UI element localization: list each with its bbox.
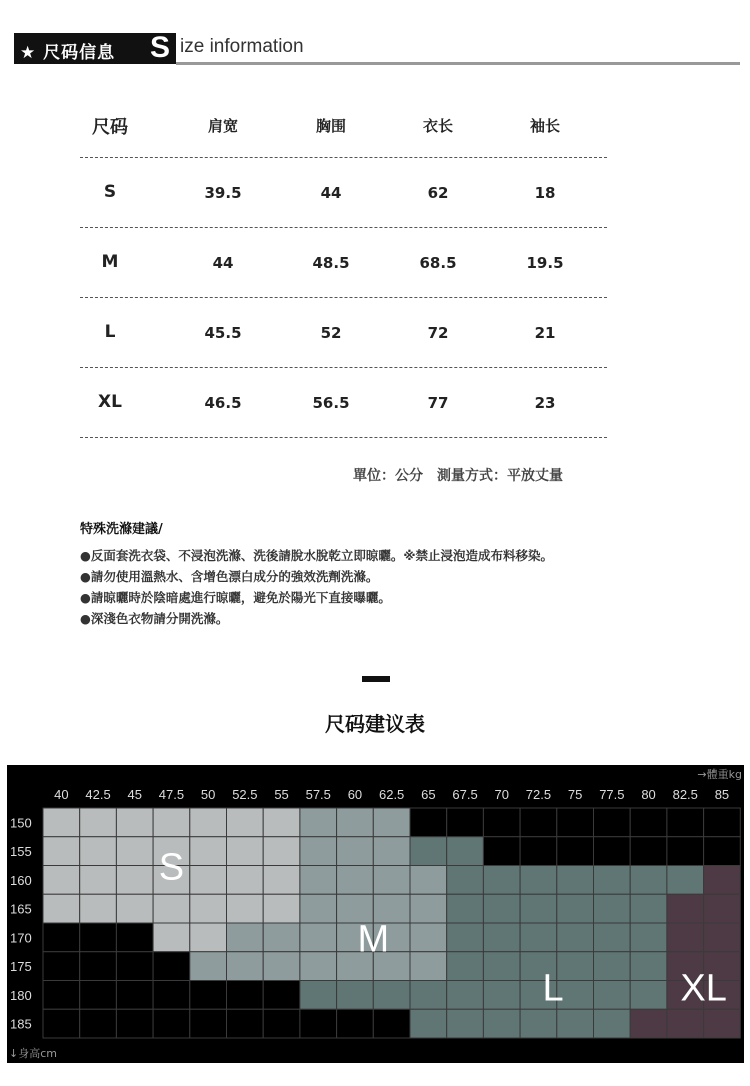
heatmap-cell: [667, 894, 704, 923]
table-cell: XL: [98, 392, 122, 412]
heatmap-cell: [263, 894, 300, 923]
heatmap-cell: [667, 808, 704, 837]
heatmap-cell: [116, 952, 153, 981]
heatmap-cell: [594, 866, 631, 895]
care-item: ●反面套洗衣袋、不浸泡洗滌、洗後請脫水脫乾立即晾曬。※禁止浸泡造成布料移染。: [80, 548, 554, 563]
x-tick-label: 40: [54, 787, 69, 802]
heatmap-cell: [447, 866, 484, 895]
table-cell: 18: [534, 184, 556, 202]
heatmap-cell: [337, 808, 374, 837]
heatmap-cell: [410, 1009, 447, 1038]
x-tick-label: 47.5: [158, 787, 185, 802]
heatmap-cell: [594, 923, 631, 952]
x-tick-label: 65: [421, 787, 436, 802]
table-cell: 44: [320, 184, 342, 202]
heatmap-cell: [116, 808, 153, 837]
heatmap-cell: [43, 894, 80, 923]
y-tick-label: 180: [10, 987, 32, 1003]
heatmap-cell: [190, 981, 227, 1010]
heatmap-cell: [190, 894, 227, 923]
heatmap-cell: [227, 808, 264, 837]
column-header: 衣长: [422, 117, 454, 135]
size-recommendation-chart: [7, 765, 744, 1063]
x-tick-label: 52.5: [232, 787, 258, 802]
x-tick-label: 77.5: [599, 787, 625, 802]
care-instructions: [80, 518, 730, 629]
heatmap-cell: [557, 894, 594, 923]
heatmap-cell: [447, 837, 484, 866]
heatmap-cell: [410, 923, 447, 952]
heatmap-cell: [43, 1009, 80, 1038]
heatmap-cell: [80, 894, 117, 923]
heatmap-cell: [300, 808, 337, 837]
heatmap-cell: [483, 837, 520, 866]
heatmap-cell: [337, 981, 374, 1010]
heatmap-cell: [557, 923, 594, 952]
heatmap-cell: [190, 952, 227, 981]
header-title: ★ 尺码信息: [20, 43, 116, 63]
x-tick-label: 72.5: [525, 787, 552, 802]
y-axis-label: ↓身高cm: [9, 1047, 57, 1060]
heatmap-cell: [263, 866, 300, 895]
heatmap-cell: [373, 808, 410, 837]
heatmap-cell: [263, 837, 300, 866]
heatmap-cell: [263, 1009, 300, 1038]
heatmap-cell: [227, 952, 264, 981]
heatmap-cell: [263, 808, 300, 837]
heatmap-cell: [227, 894, 264, 923]
region-label: XL: [680, 967, 727, 1010]
heatmap-cell: [337, 837, 374, 866]
heatmap-cell: [704, 808, 741, 837]
y-tick-label: 155: [10, 844, 32, 860]
heatmap-cell: [43, 808, 80, 837]
heatmap-cell: [630, 981, 667, 1010]
heatmap-cell: [300, 894, 337, 923]
column-header: 胸围: [315, 117, 347, 135]
heatmap-cell: [594, 1009, 631, 1038]
x-tick-label: 57.5: [305, 787, 331, 802]
heatmap-cell: [520, 894, 557, 923]
region-label: L: [542, 967, 564, 1010]
heatmap-cell: [373, 866, 410, 895]
region-label: S: [158, 846, 185, 889]
heatmap-cell: [520, 923, 557, 952]
x-tick-label: 85: [714, 787, 730, 802]
heatmap-cell: [704, 894, 741, 923]
heatmap-cell: [447, 808, 484, 837]
x-tick-label: 42.5: [85, 787, 111, 802]
heatmap-cell: [190, 808, 227, 837]
y-tick-label: 175: [10, 959, 32, 975]
heatmap-cell: [630, 952, 667, 981]
table-cell: S: [103, 182, 117, 202]
table-row: [80, 158, 607, 228]
table-row: [80, 368, 607, 438]
heatmap-cell: [300, 1009, 337, 1038]
heatmap-cell: [667, 837, 704, 866]
heatmap-cell: [704, 923, 741, 952]
y-tick-label: 150: [10, 815, 32, 831]
heatmap-cell: [594, 952, 631, 981]
heatmap-cell: [520, 808, 557, 837]
care-title: 特殊洗滌建議/: [80, 522, 163, 537]
heatmap-cell: [337, 1009, 374, 1038]
heatmap-cell: [667, 866, 704, 895]
heatmap-cell: [116, 1009, 153, 1038]
heatmap-cell: [300, 837, 337, 866]
heatmap-cell: [300, 923, 337, 952]
section-divider-dash: [362, 676, 390, 682]
heatmap-cell: [557, 808, 594, 837]
table-cell: 45.5: [204, 324, 242, 342]
heatmap-cell: [704, 1009, 741, 1038]
heatmap-cell: [80, 808, 117, 837]
heatmap-cell: [373, 837, 410, 866]
heatmap-cell: [447, 952, 484, 981]
heatmap-cell: [153, 981, 190, 1010]
heatmap-cell: [410, 866, 447, 895]
heatmap-cell: [227, 1009, 264, 1038]
heatmap-cell: [300, 866, 337, 895]
heatmap-cell: [300, 952, 337, 981]
heatmap-cell: [410, 808, 447, 837]
heatmap-cell: [190, 837, 227, 866]
heatmap-cell: [704, 866, 741, 895]
y-tick-label: 170: [10, 930, 32, 946]
heatmap-cell: [483, 866, 520, 895]
heatmap-cell: [153, 952, 190, 981]
heatmap-cell: [594, 981, 631, 1010]
heatmap-cell: [520, 837, 557, 866]
heatmap-cell: [116, 923, 153, 952]
heatmap-cell: [667, 1009, 704, 1038]
heatmap-cell: [447, 1009, 484, 1038]
heatmap-cell: [447, 894, 484, 923]
heatmap-cell: [80, 981, 117, 1010]
heatmap-cell: [227, 923, 264, 952]
heatmap-cell: [80, 923, 117, 952]
heatmap-cell: [483, 981, 520, 1010]
table-header-row: [80, 100, 607, 158]
heatmap-cell: [557, 1009, 594, 1038]
region-label: M: [357, 918, 390, 961]
heatmap-cell: [667, 923, 704, 952]
table-cell: 44: [212, 254, 234, 272]
y-tick-label: 185: [10, 1016, 32, 1032]
heatmap-cell: [630, 923, 667, 952]
heatmap-cell: [557, 866, 594, 895]
heatmap-cell: [116, 981, 153, 1010]
table-cell: 19.5: [526, 254, 564, 272]
heatmap-cell: [557, 837, 594, 866]
heatmap-cell: [630, 808, 667, 837]
heatmap-cell: [594, 808, 631, 837]
heatmap-cell: [80, 866, 117, 895]
heatmap-cell: [43, 952, 80, 981]
heatmap-cell: [227, 837, 264, 866]
heatmap-cell: [630, 866, 667, 895]
section-title: 尺码建议表: [325, 712, 425, 736]
heatmap-cell: [447, 923, 484, 952]
heatmap-cell: [153, 1009, 190, 1038]
table-cell: 62: [427, 184, 449, 202]
heatmap-cell: [410, 952, 447, 981]
x-tick-label: 60: [347, 787, 363, 802]
heatmap-cell: [483, 923, 520, 952]
heatmap-cell: [43, 866, 80, 895]
heatmap-cell: [80, 1009, 117, 1038]
size-table: [80, 100, 607, 438]
table-cell: 21: [534, 324, 556, 342]
heatmap-cell: [704, 837, 741, 866]
table-row: [80, 228, 607, 298]
heatmap-cell: [520, 1009, 557, 1038]
heatmap-cell: [153, 808, 190, 837]
x-tick-label: 75: [567, 787, 583, 802]
table-cell: 48.5: [312, 254, 350, 272]
care-item: ●深淺色衣物請分開洗滌。: [80, 611, 229, 626]
column-header: 袖长: [529, 117, 561, 135]
heatmap-cell: [630, 1009, 667, 1038]
column-header: 尺码: [92, 117, 128, 138]
heatmap-cell: [263, 981, 300, 1010]
heatmap-cell: [447, 981, 484, 1010]
header-initial: S: [150, 31, 171, 64]
heatmap-cell: [43, 981, 80, 1010]
heatmap-cell: [43, 837, 80, 866]
care-item: ●請勿使用溫熱水、含增色漂白成分的強效洗劑洗滌。: [80, 569, 379, 584]
heatmap-cell: [190, 1009, 227, 1038]
heatmap-cell: [263, 952, 300, 981]
heatmap-cell: [594, 837, 631, 866]
x-tick-label: 67.5: [452, 787, 478, 802]
heatmap-cell: [373, 981, 410, 1010]
size-chart-svg: [7, 765, 744, 1063]
x-tick-label: 50: [200, 787, 216, 802]
heatmap-cell: [227, 981, 264, 1010]
table-cell: 52: [320, 324, 342, 342]
units-note: 單位：公分 測量方式：平放丈量: [353, 468, 563, 484]
table-cell: 68.5: [419, 254, 457, 272]
x-tick-label: 80: [641, 787, 656, 802]
x-axis-label: →體重kg: [697, 768, 742, 781]
x-tick-label: 62.5: [378, 787, 405, 802]
table-cell: 23: [534, 394, 556, 412]
heatmap-cell: [116, 837, 153, 866]
heatmap-cell: [410, 837, 447, 866]
heatmap-cell: [594, 894, 631, 923]
heatmap-cell: [80, 952, 117, 981]
heatmap-cell: [153, 923, 190, 952]
heatmap-cell: [483, 808, 520, 837]
header-label-block: [14, 33, 176, 64]
heatmap-cell: [263, 923, 300, 952]
heatmap-cell: [153, 894, 190, 923]
heatmap-cell: [410, 981, 447, 1010]
section-header: [14, 33, 740, 64]
heatmap-cell: [373, 1009, 410, 1038]
heatmap-cell: [80, 837, 117, 866]
table-cell: 39.5: [204, 184, 242, 202]
y-tick-label: 165: [10, 901, 32, 917]
column-header: 肩宽: [207, 117, 239, 135]
heatmap-cell: [227, 866, 264, 895]
header-subtitle: ize information: [180, 36, 304, 57]
heatmap-cell: [337, 866, 374, 895]
heatmap-cell: [483, 894, 520, 923]
header-divider: [176, 62, 740, 65]
table-cell: 56.5: [312, 394, 350, 412]
heatmap-cell: [190, 866, 227, 895]
y-tick-label: 160: [10, 872, 32, 888]
care-item: ●請晾曬時於陰暗處進行晾曬，避免於陽光下直接曝曬。: [80, 590, 391, 605]
table-cell: 77: [427, 394, 449, 412]
table-cell: M: [101, 252, 119, 272]
heatmap-cell: [116, 894, 153, 923]
table-cell: 72: [427, 324, 449, 342]
heatmap-cell: [483, 952, 520, 981]
x-tick-label: 55: [274, 787, 289, 802]
x-tick-label: 70: [494, 787, 509, 802]
heatmap-cell: [520, 866, 557, 895]
heatmap-cell: [410, 894, 447, 923]
heatmap-cell: [190, 923, 227, 952]
heatmap-cell: [300, 981, 337, 1010]
x-tick-label: 82.5: [672, 787, 698, 802]
table-row: [80, 298, 607, 368]
heatmap-cell: [630, 837, 667, 866]
heatmap-cell: [630, 894, 667, 923]
heatmap-cell: [483, 1009, 520, 1038]
heatmap-cell: [116, 866, 153, 895]
table-cell: L: [104, 322, 116, 342]
x-tick-label: 45: [127, 787, 142, 802]
heatmap-cell: [43, 923, 80, 952]
table-cell: 46.5: [204, 394, 242, 412]
